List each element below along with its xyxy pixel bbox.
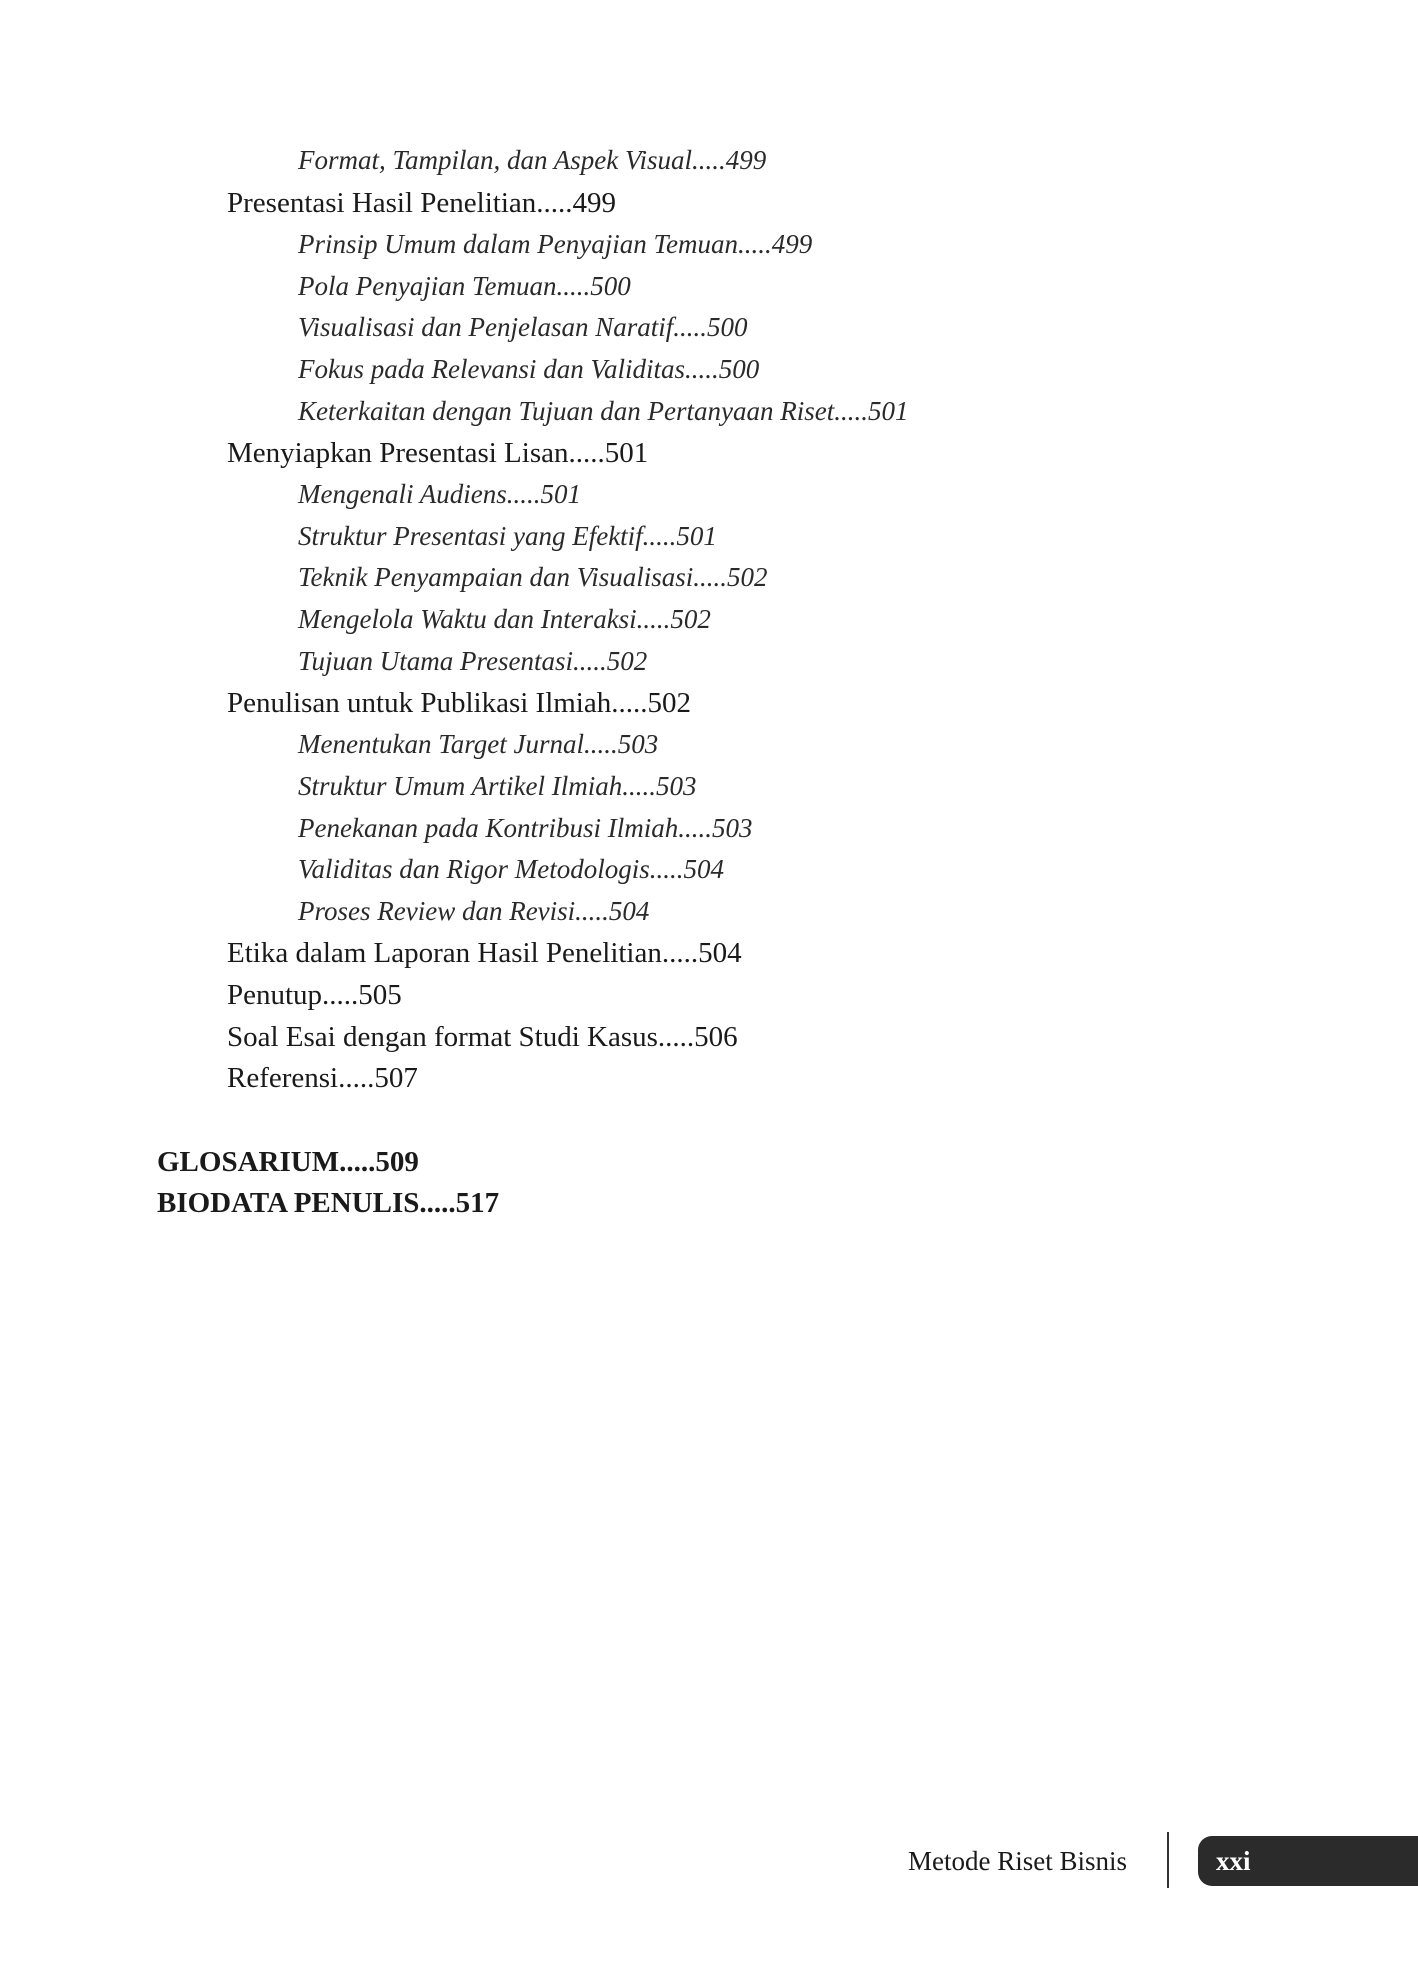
toc-entry-etika: Etika dalam Laporan Hasil Penelitian.....504 <box>227 937 742 969</box>
footer-page-tab <box>1198 1836 1418 1886</box>
toc-entry-glosarium: GLOSARIUM.....509 <box>157 1146 419 1178</box>
page-number: xxi <box>1216 1846 1251 1876</box>
toc-entry-visualisasi-naratif: Visualisasi dan Penjelasan Naratif.....500 <box>298 312 748 342</box>
toc-entry-tujuan-utama: Tujuan Utama Presentasi.....502 <box>298 646 648 676</box>
toc-entry-fokus-relevansi: Fokus pada Relevansi dan Validitas.....500 <box>298 354 760 384</box>
toc-entry-review-revisi: Proses Review dan Revisi.....504 <box>298 896 650 926</box>
toc-entry-kontribusi-ilmiah: Penekanan pada Kontribusi Ilmiah.....503 <box>298 813 753 843</box>
toc-entry-mengelola-waktu: Mengelola Waktu dan Interaksi.....502 <box>298 604 711 634</box>
toc-entry-soal-esai: Soal Esai dengan format Studi Kasus.....506 <box>227 1021 738 1053</box>
footer-divider <box>1167 1832 1169 1888</box>
toc-entry-format-tampilan: Format, Tampilan, dan Aspek Visual.....499 <box>298 145 767 175</box>
toc-entry-pola-penyajian: Pola Penyajian Temuan.....500 <box>298 271 631 301</box>
toc-entry-mengenali-audiens: Mengenali Audiens.....501 <box>298 479 581 509</box>
toc-entry-presentasi-lisan: Menyiapkan Presentasi Lisan.....501 <box>227 437 649 469</box>
footer-book-title: Metode Riset Bisnis <box>908 1846 1128 1876</box>
toc-entry-presentasi-hasil: Presentasi Hasil Penelitian.....499 <box>227 187 617 219</box>
toc-entry-target-jurnal: Menentukan Target Jurnal.....503 <box>298 729 659 759</box>
toc-entry-teknik-penyampaian: Teknik Penyampaian dan Visualisasi.....502 <box>298 562 768 592</box>
toc-entry-validitas-rigor: Validitas dan Rigor Metodologis.....504 <box>298 854 725 884</box>
toc-entry-prinsip-umum: Prinsip Umum dalam Penyajian Temuan.....499 <box>298 229 813 259</box>
toc-entry-biodata: BIODATA PENULIS.....517 <box>157 1187 500 1219</box>
toc-entry-publikasi-ilmiah: Penulisan untuk Publikasi Ilmiah.....502 <box>227 687 691 719</box>
toc-entry-struktur-artikel: Struktur Umum Artikel Ilmiah.....503 <box>298 771 697 801</box>
toc-entry-struktur-presentasi: Struktur Presentasi yang Efektif.....501 <box>298 521 717 551</box>
toc-entry-referensi: Referensi.....507 <box>227 1062 418 1094</box>
toc-entry-keterkaitan: Keterkaitan dengan Tujuan dan Pertanyaan Riset.....501 <box>298 396 909 426</box>
toc-entry-penutup: Penutup.....505 <box>227 979 402 1011</box>
